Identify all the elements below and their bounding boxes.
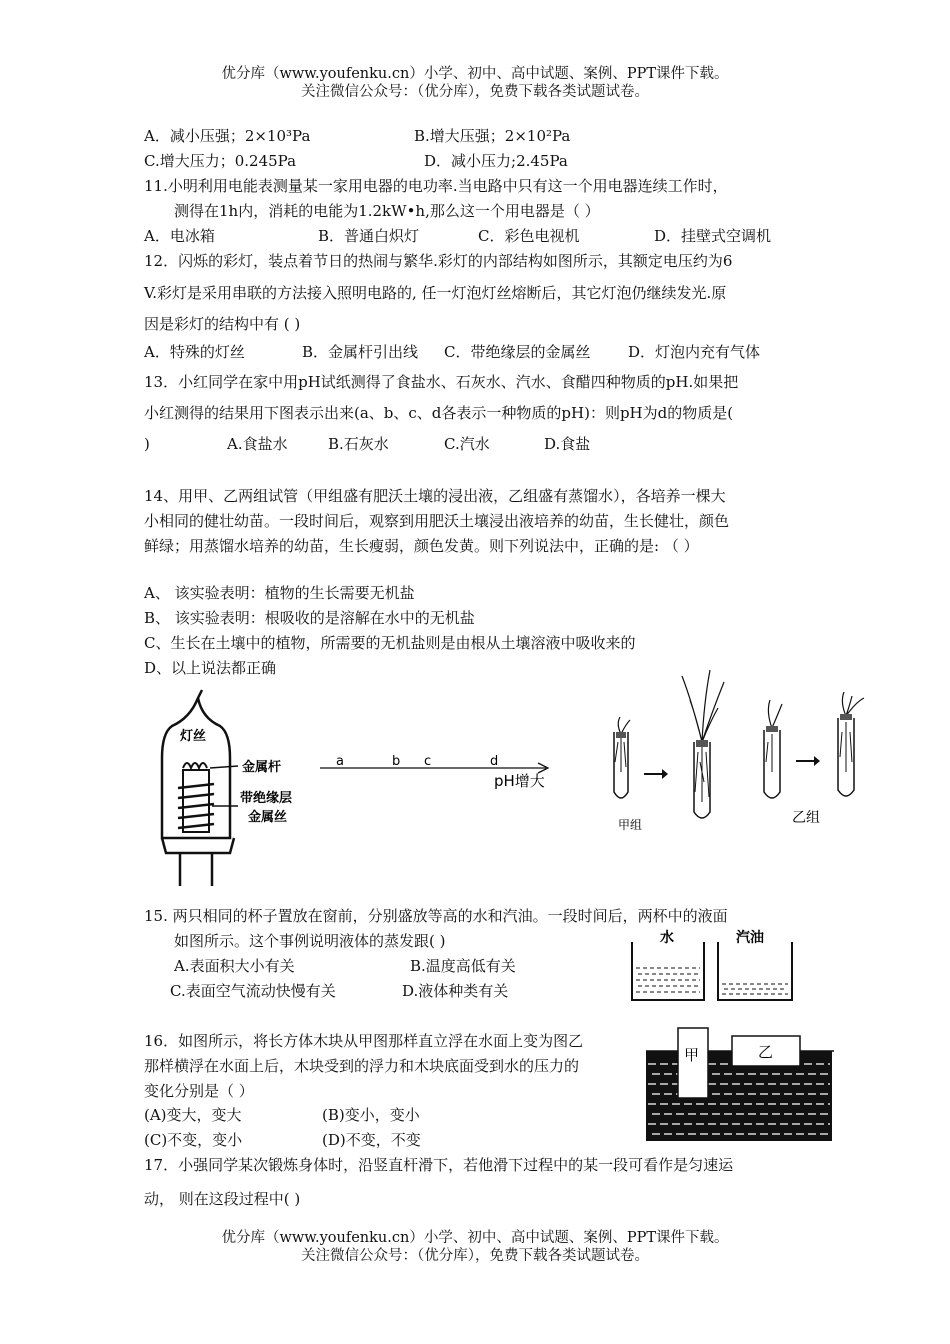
q10-option-c: C.增大压力；0.245Pa [144, 152, 297, 170]
lamp-label-filament: 灯丝 [180, 729, 207, 744]
q11-option-c: C．彩色电视机 [478, 227, 580, 245]
q11-stem-line-1: 11.小明利用电能表测量某一家用电器的电功率.当电路中只有这一个用电器连续工作时， [144, 177, 728, 195]
lamp-label-wire-1: 带绝缘层 [240, 791, 293, 806]
q15-option-d: D.液体种类有关 [402, 982, 509, 1000]
q13-option-b: B.石灰水 [328, 435, 389, 453]
cup-label-gasoline: 汽油 [736, 930, 764, 946]
q16-stem-line-3: 变化分别是（ ） [144, 1082, 254, 1100]
q12-option-c: C．带绝缘层的金属丝 [444, 343, 591, 361]
q10-option-a: A．减小压强；2×10³Pa [144, 127, 311, 145]
q12-option-a: A．特殊的灯丝 [144, 343, 245, 361]
footer-line-1: 优分库（www.youfenku.cn）小学、初中、高中试题、案例、PPT课件下载。 [221, 1230, 729, 1246]
tubes-label-group-1: 甲组 [618, 818, 643, 832]
ph-label-b: b [392, 754, 401, 769]
lamp-structure-figure [150, 688, 310, 888]
q11-stem-line-2: 测得在1h内，消耗的电能为1.2kW•h,那么这一个用电器是（ ） [174, 202, 600, 220]
q15-option-a: A.表面积大小有关 [174, 957, 295, 975]
q17-stem-line-2: 动， 则在这段过程中( ) [144, 1190, 301, 1208]
q15-option-c: C.表面空气流动快慢有关 [170, 982, 336, 1000]
q15-stem-line-1: 15. 两只相同的杯子置放在窗前，分别盛放等高的水和汽油。一段时间后，两杯中的液面 [144, 907, 728, 925]
q13-stem-line-2: 小红测得的结果用下图表示出来(a、b、c、d各表示一种物质的pH)：则pH为d的物质是( [144, 404, 734, 422]
q14-option-d: D、以上说法都正确 [144, 659, 277, 677]
lamp-label-rod: 金属杆 [242, 760, 282, 775]
q11-option-b: B．普通白炽灯 [318, 227, 420, 245]
q13-stem-line-1: 13．小红同学在家中用pH试纸测得了食盐水、石灰水、汽水、食醋四种物质的pH.如果把 [144, 373, 739, 391]
block-label-yi: 乙 [758, 1043, 774, 1061]
header-line-2: 关注微信公众号：（优分库），免费下载各类试题试卷。 [301, 84, 649, 100]
q16-option-c: (C)不变，变小 [144, 1131, 243, 1149]
footer-line-2: 关注微信公众号：（优分库），免费下载各类试题试卷。 [301, 1248, 649, 1264]
q13-option-d: D.食盐 [544, 435, 591, 453]
q12-stem-line-2: V.彩灯是采用串联的方法接入照明电路的, 任一灯泡灯丝熔断后，其它灯泡仍继续发光.原 [144, 284, 727, 302]
q12-stem-line-3: 因是彩灯的结构中有 ( ) [144, 315, 301, 333]
q14-option-a: A、 该实验表明：植物的生长需要无机盐 [144, 584, 415, 602]
q14-stem-line-3: 鲜绿；用蒸馏水培养的幼苗，生长瘦弱，颜色发黄。则下列说法中，正确的是: （ ） [144, 537, 699, 555]
q14-stem-line-2: 小相同的健壮幼苗。一段时间后，观察到用肥沃土壤浸出液培养的幼苗，生长健壮，颜色 [144, 512, 730, 530]
q15-stem-line-2: 如图所示。这个事例说明液体的蒸发跟( ) [174, 932, 446, 950]
lamp-label-wire-2: 金属丝 [248, 810, 288, 825]
seedling-tubes-figure [600, 662, 900, 832]
q15-option-b: B.温度高低有关 [410, 957, 516, 975]
q16-stem-line-2: 那样横浮在水面上后，木块受到的浮力和木块底面受到水的压力的 [144, 1057, 580, 1075]
floating-blocks-figure [646, 1024, 834, 1142]
cups-figure [626, 928, 798, 1004]
header-line-1: 优分库（www.youfenku.cn）小学、初中、高中试题、案例、PPT课件下载。 [221, 66, 729, 82]
q16-option-a: (A)变大，变大 [144, 1106, 242, 1124]
q14-option-c: C、生长在土壤中的植物，所需要的无机盐则是由根从土壤溶液中吸收来的 [144, 634, 636, 652]
q10-option-d: D．减小压力;2.45Pa [424, 152, 568, 170]
q13-option-c: C.汽水 [444, 435, 490, 453]
q12-option-b: B．金属杆引出线 [302, 343, 419, 361]
q11-option-d: D．挂壁式空调机 [654, 227, 772, 245]
ph-label-d: d [490, 754, 499, 769]
ph-label-a: a [336, 754, 344, 769]
q12-option-d: D．灯泡内充有气体 [628, 343, 761, 361]
q14-option-b: B、 该实验表明：根吸收的是溶解在水中的无机盐 [144, 609, 475, 627]
tubes-label-group-2: 乙组 [792, 810, 820, 826]
block-label-jia: 甲 [684, 1046, 700, 1064]
ph-axis-label: pH增大 [494, 772, 545, 790]
q16-option-b: (B)变小，变小 [322, 1106, 420, 1124]
q12-stem-line-1: 12．闪烁的彩灯，装点着节日的热闹与繁华.彩灯的内部结构如图所示，其额定电压约为6 [144, 252, 733, 270]
ph-axis-figure [316, 748, 578, 794]
q16-option-d: (D)不变，不变 [322, 1131, 421, 1149]
cup-label-water: 水 [660, 930, 674, 946]
q13-paren: ) [144, 435, 150, 453]
ph-label-c: c [424, 754, 432, 769]
q10-option-b: B.增大压强；2×10²Pa [414, 127, 571, 145]
q13-option-a: A.食盐水 [227, 435, 288, 453]
q11-option-a: A．电冰箱 [144, 227, 215, 245]
q14-stem-line-1: 14、用甲、乙两组试管（甲组盛有肥沃土壤的浸出液，乙组盛有蒸馏水），各培养一棵大 [144, 487, 726, 505]
q17-stem-line-1: 17．小强同学某次锻炼身体时，沿竖直杆滑下，若他滑下过程中的某一段可看作是匀速运 [144, 1156, 734, 1174]
q16-stem-line-1: 16．如图所示，将长方体木块从甲图那样直立浮在水面上变为图乙 [144, 1032, 584, 1050]
